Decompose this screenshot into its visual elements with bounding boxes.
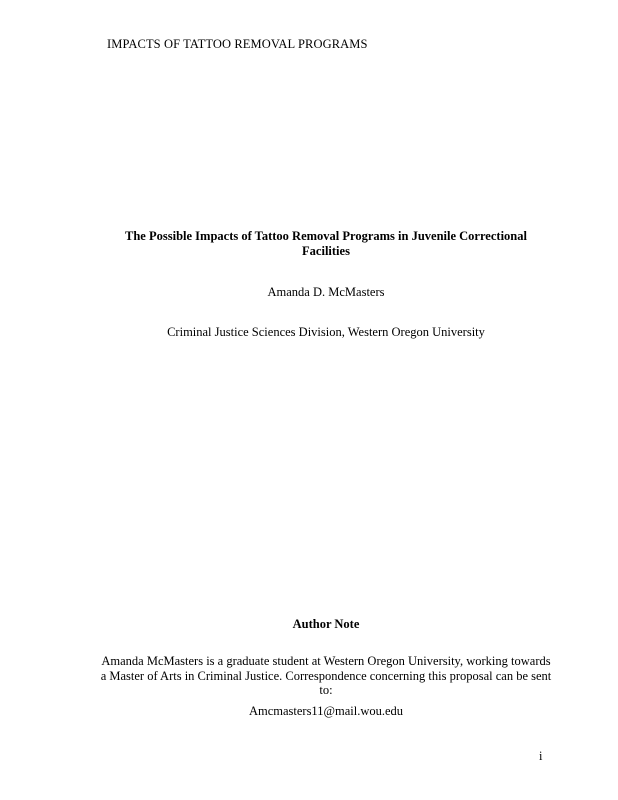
- running-head: IMPACTS OF TATTOO REMOVAL PROGRAMS: [107, 37, 368, 51]
- author-note-heading: Author Note: [292, 617, 360, 631]
- author-note-body: Amanda McMasters is a graduate student at Western Oregon University, working towards a Master of Arts in Criminal Justice. Correspondence concerning this proposal can be sent to:: [100, 654, 552, 697]
- author-affiliation: Criminal Justice Sciences Division, Western Oregon University: [167, 325, 485, 339]
- page-number: i: [539, 749, 543, 763]
- author-name: Amanda D. McMasters: [267, 285, 385, 299]
- paper-title: The Possible Impacts of Tattoo Removal Programs in Juvenile Correctional Facilities: [125, 229, 527, 258]
- contact-email: Amcmasters11@mail.wou.edu: [248, 704, 404, 718]
